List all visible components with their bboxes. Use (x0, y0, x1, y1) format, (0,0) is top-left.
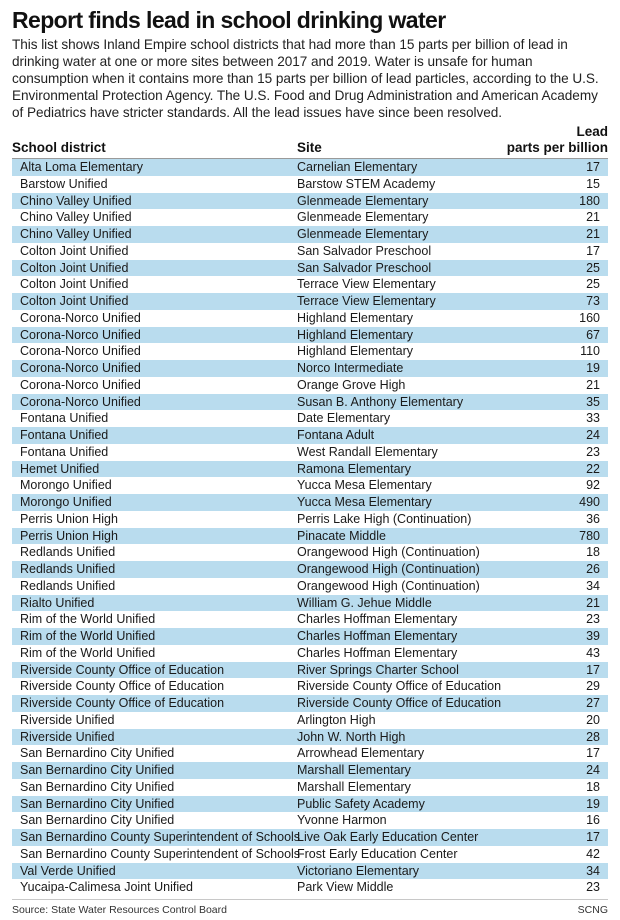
site-cell: Yvonne Harmon (297, 813, 387, 828)
lead-value-cell: 20 (586, 712, 600, 727)
table-row (12, 260, 608, 277)
district-cell: Colton Joint Unified (20, 277, 129, 292)
table-row (12, 879, 608, 896)
chart-title: Report finds lead in school drinking water (12, 7, 446, 33)
district-cell: Fontana Unified (20, 428, 109, 442)
site-cell: Frost Early Education Center (297, 846, 458, 861)
table-row (12, 561, 608, 578)
site-cell: Marshall Elementary (297, 779, 411, 794)
district-cell: Corona-Norco Unified (20, 344, 141, 359)
district-cell: Alta Loma Elementary (20, 160, 143, 174)
site-cell: River Springs Charter School (297, 662, 459, 677)
lead-value-cell: 17 (586, 830, 600, 844)
district-cell: San Bernardino City Unified (20, 763, 175, 777)
lead-value-cell: 24 (586, 428, 600, 442)
site-cell: Orangewood High (Continuation) (297, 545, 480, 560)
table-row (12, 628, 608, 645)
site-cell: Riverside County Office of Education (297, 679, 502, 694)
district-cell: Redlands Unified (20, 562, 116, 576)
source-note: Source: State Water Resources Control Board (12, 904, 227, 916)
lead-value-cell: 19 (586, 796, 600, 811)
lead-value-cell: 17 (586, 160, 600, 174)
district-cell: Riverside Unified (20, 712, 115, 727)
table-row (12, 645, 608, 662)
lead-value-cell: 23 (586, 880, 600, 895)
district-cell: Colton Joint Unified (20, 294, 129, 308)
district-cell: Yucaipa-Calimesa Joint Unified (20, 880, 194, 895)
site-cell: Glenmeade Elementary (297, 210, 429, 225)
table-row (12, 276, 608, 293)
district-cell: San Bernardino City Unified (20, 779, 175, 794)
table-row (12, 812, 608, 829)
site-cell: Live Oak Early Education Center (297, 830, 479, 844)
site-cell: Arlington High (297, 712, 376, 727)
site-cell: Highland Elementary (297, 344, 414, 359)
district-cell: Corona-Norco Unified (20, 361, 141, 375)
district-cell: Barstow Unified (20, 176, 108, 191)
site-cell: William G. Jehue Middle (297, 595, 432, 610)
site-cell: Terrace View Elementary (297, 277, 436, 292)
table-row (12, 528, 608, 545)
lead-value-cell: 15 (586, 176, 600, 191)
table-row (12, 695, 608, 712)
lead-value-cell: 21 (586, 227, 600, 241)
district-cell: Rim of the World Unified (20, 629, 156, 643)
table-row (12, 662, 608, 679)
lead-value-cell: 110 (580, 344, 600, 359)
site-cell: Fontana Adult (297, 428, 375, 442)
site-cell: Orangewood High (Continuation) (297, 562, 480, 576)
site-cell: Highland Elementary (297, 310, 414, 325)
lead-value-cell: 29 (586, 679, 600, 694)
district-cell: Chino Valley Unified (20, 227, 132, 241)
lead-value-cell: 73 (586, 294, 600, 308)
district-cell: Fontana Unified (20, 411, 109, 426)
table-row (12, 327, 608, 344)
table-row (12, 243, 608, 260)
lead-value-cell: 23 (586, 612, 600, 627)
table-row (12, 343, 608, 360)
lead-value-cell: 490 (579, 495, 600, 509)
table-row (12, 444, 608, 461)
lead-value-cell: 19 (586, 361, 600, 375)
district-cell: Corona-Norco Unified (20, 310, 141, 325)
district-cell: Rim of the World Unified (20, 612, 156, 627)
lead-value-cell: 21 (586, 210, 600, 225)
district-cell: Riverside Unified (20, 729, 115, 744)
credit: SCNG (577, 904, 608, 916)
table-row (12, 595, 608, 612)
lead-value-cell: 780 (579, 528, 600, 543)
lead-value-cell: 17 (586, 746, 600, 761)
site-cell: Glenmeade Elementary (297, 227, 429, 241)
site-cell: Orangewood High (Continuation) (297, 578, 480, 593)
table-row (12, 427, 608, 444)
table-row (12, 410, 608, 427)
district-cell: Rim of the World Unified (20, 645, 156, 660)
site-cell: West Randall Elementary (297, 444, 438, 459)
site-cell: John W. North High (297, 729, 406, 744)
lead-value-cell: 25 (586, 260, 600, 275)
lead-value-cell: 35 (586, 394, 600, 409)
district-cell: Morongo Unified (20, 478, 112, 493)
table-row (12, 310, 608, 327)
site-cell: Yucca Mesa Elementary (297, 495, 432, 509)
lead-value-cell: 21 (586, 595, 600, 610)
site-cell: Ramona Elementary (297, 461, 411, 476)
lead-value-cell: 16 (586, 813, 600, 828)
table-row (12, 461, 608, 478)
district-cell: Colton Joint Unified (20, 243, 129, 258)
chart-subtitle: This list shows Inland Empire school districts that had more than 15 parts per billion of lead in drinking water at one or more sites between 2017 and 2019. Water is unsafe for human consumption when it contains more than 15 parts per billion of lead particles, according to the U.S. Environmental Protection Agency. The U.S. Food and Drug Administration and American Academy of Pediatrics have stricter standards. All the lead issues have since been resolved. (12, 37, 599, 120)
table-row (12, 176, 608, 193)
site-cell: Charles Hoffman Elementary (297, 612, 458, 627)
table-row (12, 193, 608, 210)
table-row (12, 611, 608, 628)
site-cell: Arrowhead Elementary (297, 746, 425, 761)
district-cell: Rialto Unified (20, 595, 95, 610)
lead-value-cell: 67 (586, 327, 600, 342)
lead-value-cell: 36 (586, 511, 600, 526)
table-body (12, 158, 608, 896)
district-cell: Val Verde Unified (20, 863, 116, 878)
footer (12, 899, 608, 920)
site-cell: Public Safety Academy (297, 796, 425, 811)
lead-value-cell: 17 (586, 662, 600, 677)
district-cell: Riverside County Office of Education (20, 696, 225, 710)
lead-value-cell: 34 (586, 578, 600, 593)
lead-value-cell: 180 (579, 193, 600, 208)
table-row (12, 829, 608, 846)
site-cell: Date Elementary (297, 411, 391, 426)
lead-value-cell: 92 (586, 478, 600, 493)
lead-value-cell: 18 (586, 779, 600, 794)
district-cell: Chino Valley Unified (20, 193, 132, 208)
site-cell: Charles Hoffman Elementary (297, 645, 458, 660)
site-cell: Marshall Elementary (297, 763, 411, 777)
district-cell: Colton Joint Unified (20, 260, 129, 275)
table-row (12, 477, 608, 494)
site-cell: Orange Grove High (297, 377, 406, 392)
site-cell: Park View Middle (297, 880, 394, 895)
table-row (12, 779, 608, 796)
lead-value-cell: 28 (586, 729, 600, 744)
site-cell: Barstow STEM Academy (297, 176, 436, 191)
district-cell: San Bernardino City Unified (20, 796, 175, 811)
site-cell: Yucca Mesa Elementary (297, 478, 432, 493)
table-row (12, 360, 608, 377)
site-cell: Pinacate Middle (297, 528, 386, 543)
district-cell: Corona-Norco Unified (20, 327, 141, 342)
site-cell: Carnelian Elementary (297, 160, 418, 174)
district-cell: Riverside County Office of Education (20, 662, 225, 677)
lead-value-cell: 24 (586, 763, 600, 777)
table-row (12, 578, 608, 595)
table-row (12, 729, 608, 746)
district-cell: Morongo Unified (20, 495, 112, 509)
lead-value-cell: 27 (586, 696, 600, 710)
district-cell: Hemet Unified (20, 461, 100, 476)
district-cell: Corona-Norco Unified (20, 377, 141, 392)
district-cell: Riverside County Office of Education (20, 679, 225, 694)
table-row (12, 226, 608, 243)
lead-value-cell: 34 (586, 863, 600, 878)
site-cell: San Salvador Preschool (297, 260, 432, 275)
site-cell: Victoriano Elementary (297, 863, 420, 878)
site-cell: Perris Lake High (Continuation) (297, 511, 472, 526)
table-row (12, 394, 608, 411)
lead-value-cell: 33 (586, 411, 600, 426)
district-cell: San Bernardino County Superintendent of Schools (20, 830, 301, 844)
district-cell: Redlands Unified (20, 545, 116, 560)
column-header-lead (507, 124, 608, 156)
column-header-lead-line1: Lead (576, 124, 608, 139)
column-header-lead-line2: parts per billion (506, 140, 608, 155)
lead-value-cell: 160 (579, 310, 600, 325)
site-cell: Norco Intermediate (297, 361, 404, 375)
district-cell: San Bernardino City Unified (20, 813, 175, 828)
lead-value-cell: 43 (586, 645, 600, 660)
site-cell: Glenmeade Elementary (297, 193, 429, 208)
table-row (12, 863, 608, 880)
table-row (12, 494, 608, 511)
district-cell: San Bernardino City Unified (20, 746, 175, 761)
site-cell: San Salvador Preschool (297, 243, 432, 258)
site-cell: Terrace View Elementary (297, 294, 436, 308)
district-cell: Corona-Norco Unified (20, 394, 141, 409)
table-row (12, 544, 608, 561)
district-cell: Perris Union High (20, 511, 118, 526)
table-row (12, 846, 608, 863)
table-row (12, 796, 608, 813)
district-cell: San Bernardino County Superintendent of Schools (20, 846, 301, 861)
site-cell: Susan B. Anthony Elementary (297, 394, 464, 409)
table-row (12, 712, 608, 729)
site-cell: Riverside County Office of Education (297, 696, 502, 710)
site-cell: Charles Hoffman Elementary (297, 629, 458, 643)
lead-value-cell: 25 (586, 277, 600, 292)
lead-value-cell: 22 (586, 461, 600, 476)
table-row (12, 745, 608, 762)
table-row (12, 377, 608, 394)
lead-value-cell: 23 (586, 444, 600, 459)
lead-value-cell: 26 (586, 562, 600, 576)
lead-value-cell: 18 (586, 545, 600, 560)
district-cell: Chino Valley Unified (20, 210, 132, 225)
district-cell: Fontana Unified (20, 444, 109, 459)
table-row (12, 159, 608, 176)
table-row (12, 678, 608, 695)
district-cell: Redlands Unified (20, 578, 116, 593)
table-row (12, 209, 608, 226)
lead-value-cell: 42 (586, 846, 600, 861)
table-row (12, 293, 608, 310)
column-header-site: Site (297, 140, 322, 155)
table-header (12, 124, 608, 158)
column-header-district: School district (12, 140, 106, 155)
lead-value-cell: 39 (586, 629, 600, 643)
lead-value-cell: 17 (586, 243, 600, 258)
site-cell: Highland Elementary (297, 327, 414, 342)
table-row (12, 762, 608, 779)
district-cell: Perris Union High (20, 528, 118, 543)
lead-value-cell: 21 (586, 377, 600, 392)
table-row (12, 511, 608, 528)
